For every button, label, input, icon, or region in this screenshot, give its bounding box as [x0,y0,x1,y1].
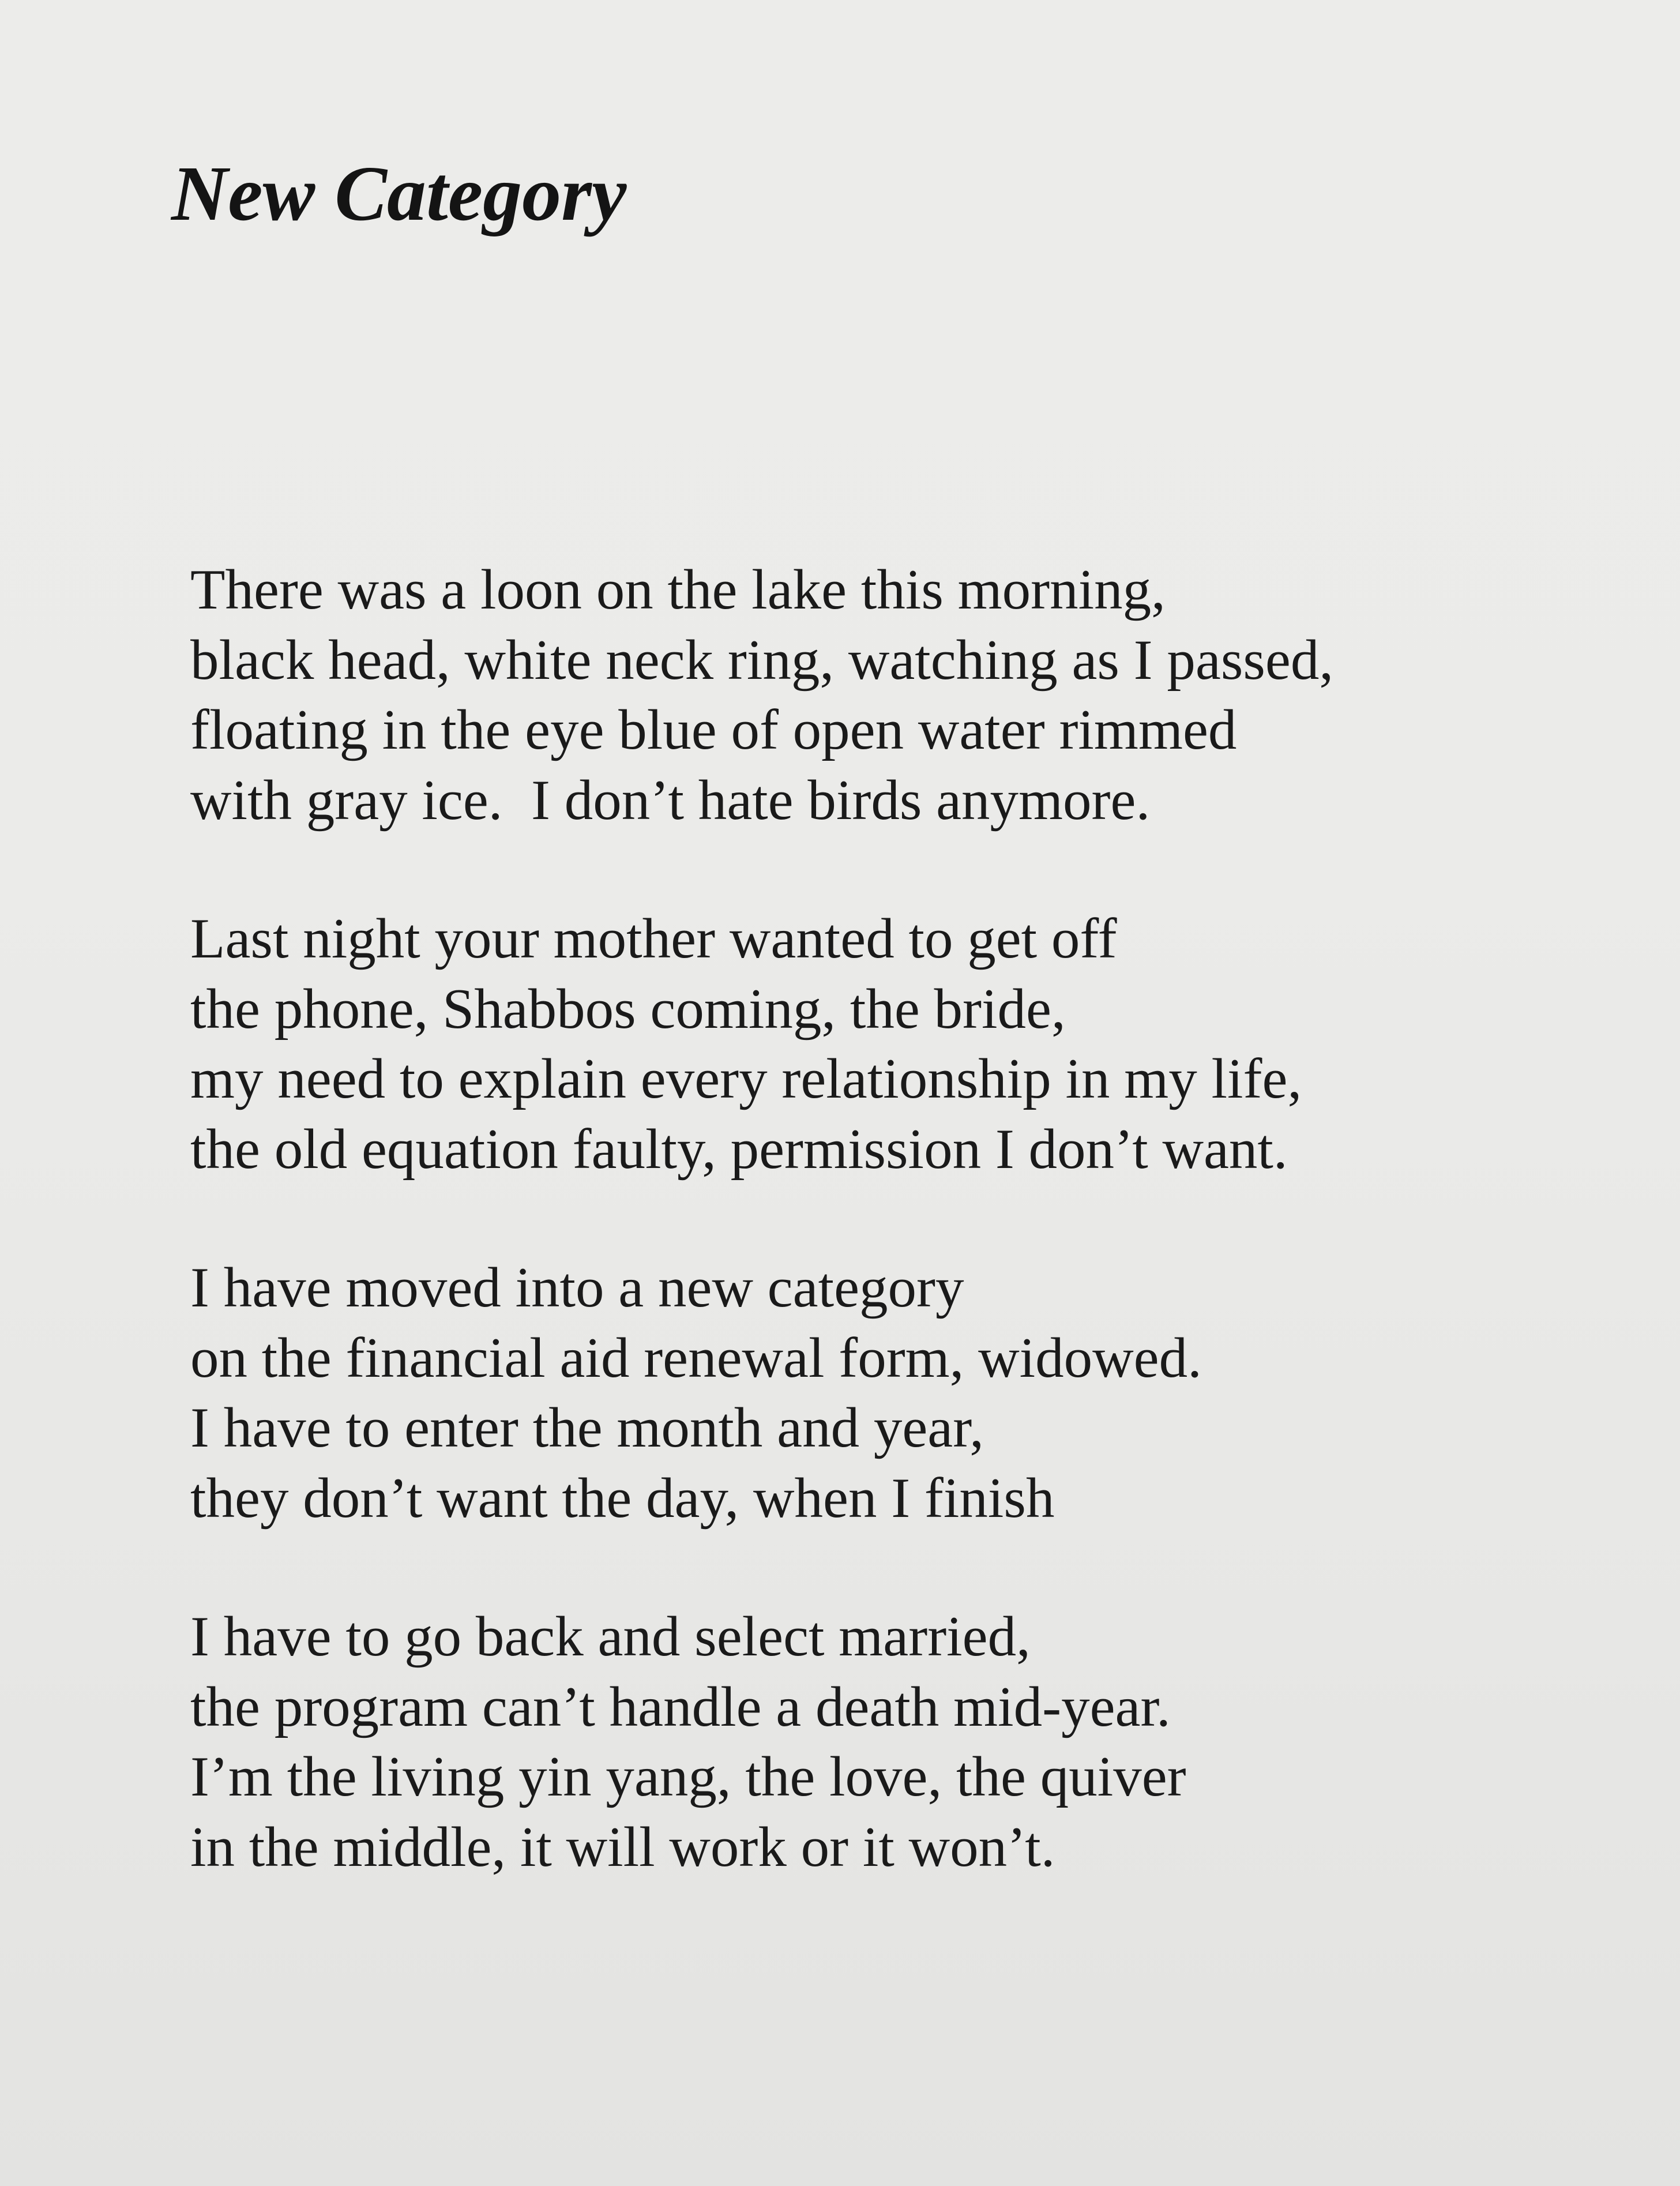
poem-line: my need to explain every relationship in my life, [190,1047,1302,1110]
stanza-1 [190,555,1517,835]
poem-line: I have to enter the month and year, [190,1396,984,1459]
poem-line: the program can’t handle a death mid-year. [190,1675,1171,1738]
poem-title: New Category [171,151,627,237]
stanza-3 [190,1253,1517,1533]
stanza-2 [190,904,1517,1184]
poem-line: in the middle, it will work or it won’t. [190,1815,1055,1879]
poem-line: I’m the living yin yang, the love, the quiver [190,1745,1186,1808]
poem-line: Last night your mother wanted to get off [190,907,1117,970]
poem-line: on the financial aid renewal form, widowed. [190,1326,1202,1389]
poem-line: I have moved into a new category [190,1256,964,1319]
poem-line: I have to go back and select married, [190,1605,1031,1668]
poem-line: black head, white neck ring, watching as I passed, [190,628,1334,692]
poem-line: the old equation faulty, permission I don’t want. [190,1117,1288,1181]
poem-line: floating in the eye blue of open water rimmed [190,698,1237,761]
poem-line: with gray ice. I don’t hate birds anymore. [190,768,1151,832]
poem-line: the phone, Shabbos coming, the bride, [190,977,1066,1041]
poem-line: they don’t want the day, when I finish [190,1466,1055,1530]
stanza-4 [190,1602,1517,1882]
poem-body [190,555,1517,1951]
poem-line: There was a loon on the lake this morning, [190,558,1166,621]
